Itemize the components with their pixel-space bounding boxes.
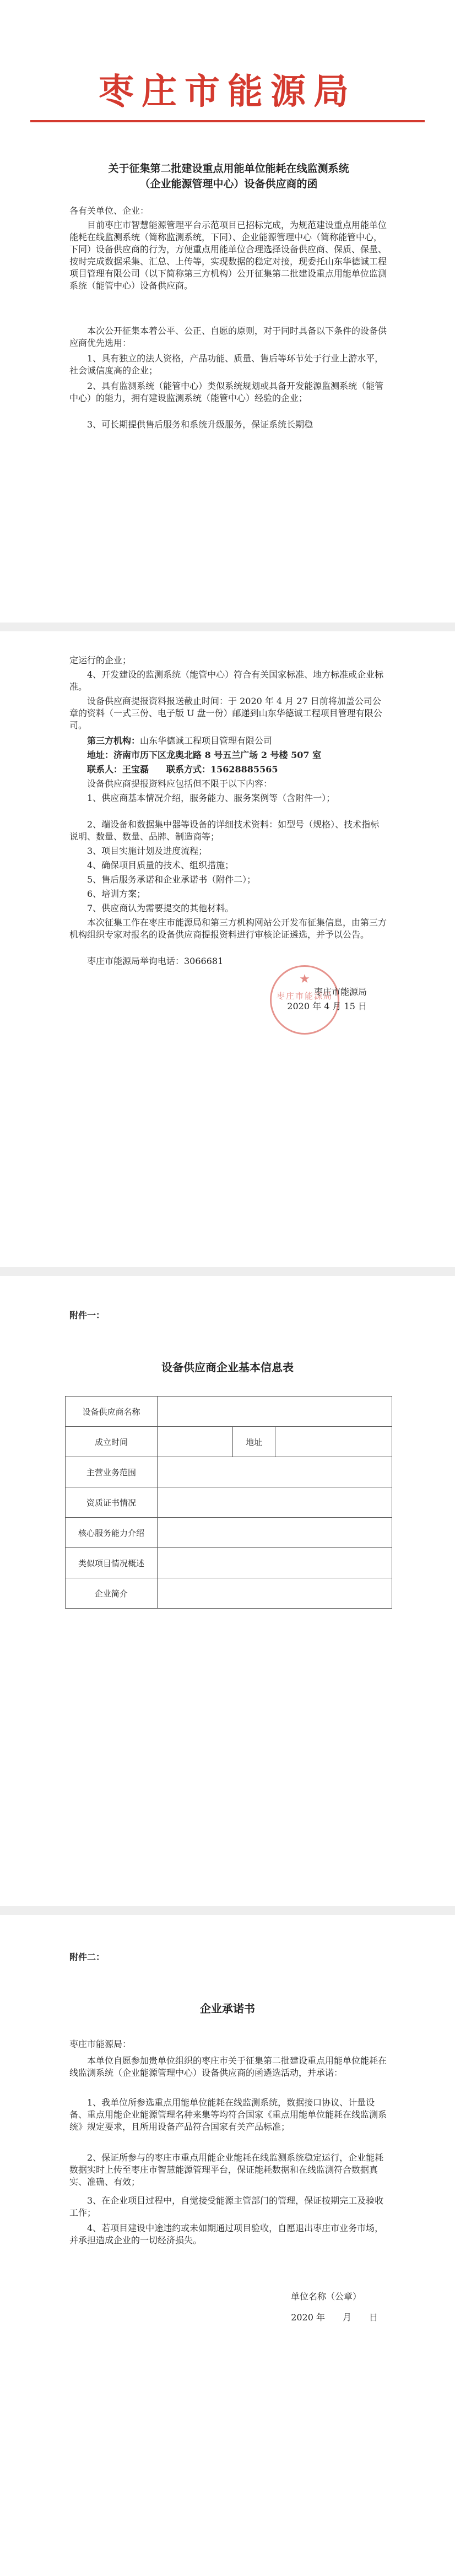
commitment-intro: 本单位自愿参加贵单位组织的枣庄市关于征集第二批建设重点用能单位能耗在线监测系统（企业能源管理中心）设备供应商的函遴选活动，并承诺： (69, 2055, 387, 2078)
paragraph-1: 目前枣庄市智慧能源管理平台示范项目已招标完成，为规范建设重点用能单位能耗在线监测系统（简称监测系统，下同）、企业能源管理中心（简称能管中心，下同）设备供应商的行为，方便重点用能单位合理选择设备供应商、保质、保量、按时完成数据采集、汇总、上传等，实现数据的稳定对接，现委托山东华德诚工程项目管理有限公司（以下简称第三方机构）公开征集第二批建设重点用能单位监测系统（能管中心）设备供应商。 (69, 220, 387, 291)
commitment-1: 1、我单位所参选重点用能单位能耗在线监测系统，数据接口协议、计量设备、重点用能企业能源管理名种来集等均符合国家《重点用能单位能耗在线监测系统》规定要求，且所用设备产品符合国家有关产品标准； (69, 2097, 387, 2132)
table-row (66, 1548, 392, 1578)
attachment-1-label: 附件一： (69, 1310, 105, 1321)
condition-4: 4、开发建设的监测系统（能管中心）符合有关国家标准、地方标准或企业标准。 (69, 669, 384, 692)
material-6: 6、培训方案； (87, 889, 146, 899)
title-line-1: 关于征集第二批建设重点用能单位能耗在线监测系统 (108, 163, 349, 175)
agency-name: 山东华德诚工程项目管理有限公司 (140, 735, 273, 746)
agency-label: 第三方机构： (87, 735, 140, 746)
table-row (66, 1427, 392, 1457)
row-extra-label: 地址 (233, 1427, 275, 1457)
agency-address: 地址：济南市历下区龙奥北路 8 号五兰广场 2 号楼 507 室 (87, 750, 322, 760)
paragraph-3: 设备供应商提报资料报送截止时间：于 2020 年 4 月 27 日前将加盖公司公章的资料（一式三份、电子版 U 盘一份）邮递到山东华德诚工程项目管理有限公司。 (69, 696, 382, 730)
table-row (66, 1457, 392, 1487)
letterhead-title: 枣庄市能源局 (99, 71, 356, 112)
condition-1: 1、具有独立的法人资格，产品功能、质量、售后等环节处于行业上游水平，社会诚信度高的企业； (69, 353, 384, 376)
page-separator (0, 623, 455, 631)
condition-3-start: 3、可长期提供售后服务和系统升级服务，保证系统长期稳 (87, 419, 313, 430)
row-value (158, 1427, 233, 1457)
table-row (66, 1397, 392, 1427)
row-value (158, 1457, 392, 1487)
row-label: 类似项目情况概述 (66, 1548, 158, 1578)
seal-star-icon: ★ (299, 972, 310, 986)
official-seal (270, 965, 339, 1035)
row-label: 主营业务范围 (66, 1457, 158, 1487)
row-label: 资质证书情况 (66, 1487, 158, 1518)
contact-phone: 枣庄市能源局举询电话：3066681 (87, 956, 224, 966)
commitment-3: 3、在企业项目过程中，自觉接受能源主管部门的管理，保证按期完工及验收工作； (69, 2195, 384, 2218)
salutation: 各有关单位、企业： (69, 205, 149, 216)
row-label: 企业简介 (66, 1578, 158, 1609)
table-row (66, 1578, 392, 1609)
row-value (158, 1548, 392, 1578)
supplier-info-table (65, 1396, 392, 1609)
sign-org: 枣庄市能源局 (313, 987, 367, 997)
row-label: 设备供应商名称 (66, 1397, 158, 1427)
commitment-sign-date: 2020 年 月 日 (291, 2312, 378, 2323)
row-value (158, 1487, 392, 1518)
paragraph-4: 本次征集工作在枣庄市能源局和第三方机构网站公开发布征集信息，由第三方机构组织专家对报名的设备供应商提报资料进行审核论证遴选，并予以公告。 (69, 917, 387, 940)
row-label: 核心服务能力介绍 (66, 1518, 158, 1548)
attachment-1-title: 设备供应商企业基本信息表 (161, 1361, 294, 1374)
materials-intro: 设备供应商提报资料应包括但不限于以下内容： (87, 778, 273, 789)
material-4: 4、确保项目质量的技术、组织措施； (87, 860, 234, 870)
agency (69, 735, 388, 747)
commitment-addressee: 枣庄市能源局： (69, 2039, 132, 2049)
row-label: 成立时间 (66, 1427, 158, 1457)
page-separator (0, 1267, 455, 1276)
material-2: 2、端设备和数据集中器等设备的详细技术资料：如型号（规格）、技术指标说明、数量、数量、品牌、制造商等； (69, 819, 380, 842)
letterhead-red-rule (30, 120, 425, 122)
commitment-4: 4、若项目建设中途违约或未如期通过项目验收，自愿退出枣庄市业务市场，并承担造成企业的一切经济损失。 (69, 2223, 384, 2245)
attachment-2-title: 企业承诺书 (200, 2002, 255, 2015)
material-7: 7、供应商认为需要提交的其他材料。 (87, 903, 234, 913)
row-value (158, 1518, 392, 1548)
letterhead (0, 0, 455, 143)
title-line-2: （企业能源管理中心）设备供应商的函 (139, 178, 318, 190)
row-extra-value (275, 1427, 392, 1457)
commitment-sign-label: 单位名称（公章） (290, 2291, 361, 2302)
material-5: 5、售后服务承诺和企业承诺书（附件二）； (87, 874, 256, 885)
sign-date: 2020 年 4 月 15 日 (287, 1001, 367, 1011)
document-title (61, 161, 397, 192)
page-separator (0, 1906, 455, 1915)
material-3: 3、项目实施计划及进度流程； (87, 846, 208, 856)
condition-2: 2、具有监测系统（能管中心）类似系统规划或具备开发能源监测系统（能管中心）的能力，拥有建设监测系统（能管中心）经验的企业； (69, 381, 384, 403)
attachment-2-label: 附件二： (69, 1952, 105, 1962)
row-value (158, 1397, 392, 1427)
seal-text: 枣庄市能源局 (276, 991, 333, 1001)
commitment-2: 2、保证所参与的枣庄市重点用能企业能耗在线监测系统稳定运行，企业能耗数据实时上传至枣庄市智慧能源管理平台，保证能耗数据和在线监测符合数据真实、准确、有效； (69, 2152, 384, 2187)
table-row (66, 1518, 392, 1548)
paragraph-2: 本次公开征集本着公平、公正、自愿的原则，对于同时具备以下条件的设备供应商优先选用： (69, 326, 387, 348)
table-row (66, 1487, 392, 1518)
row-value (158, 1578, 392, 1609)
material-1: 1、供应商基本情况介绍，服务能力、服务案例等（含附件一）； (87, 793, 335, 803)
agency-contact: 联系人：王宝磊 联系方式：15628885565 (87, 764, 278, 775)
condition-3-end: 定运行的企业； (69, 655, 132, 665)
